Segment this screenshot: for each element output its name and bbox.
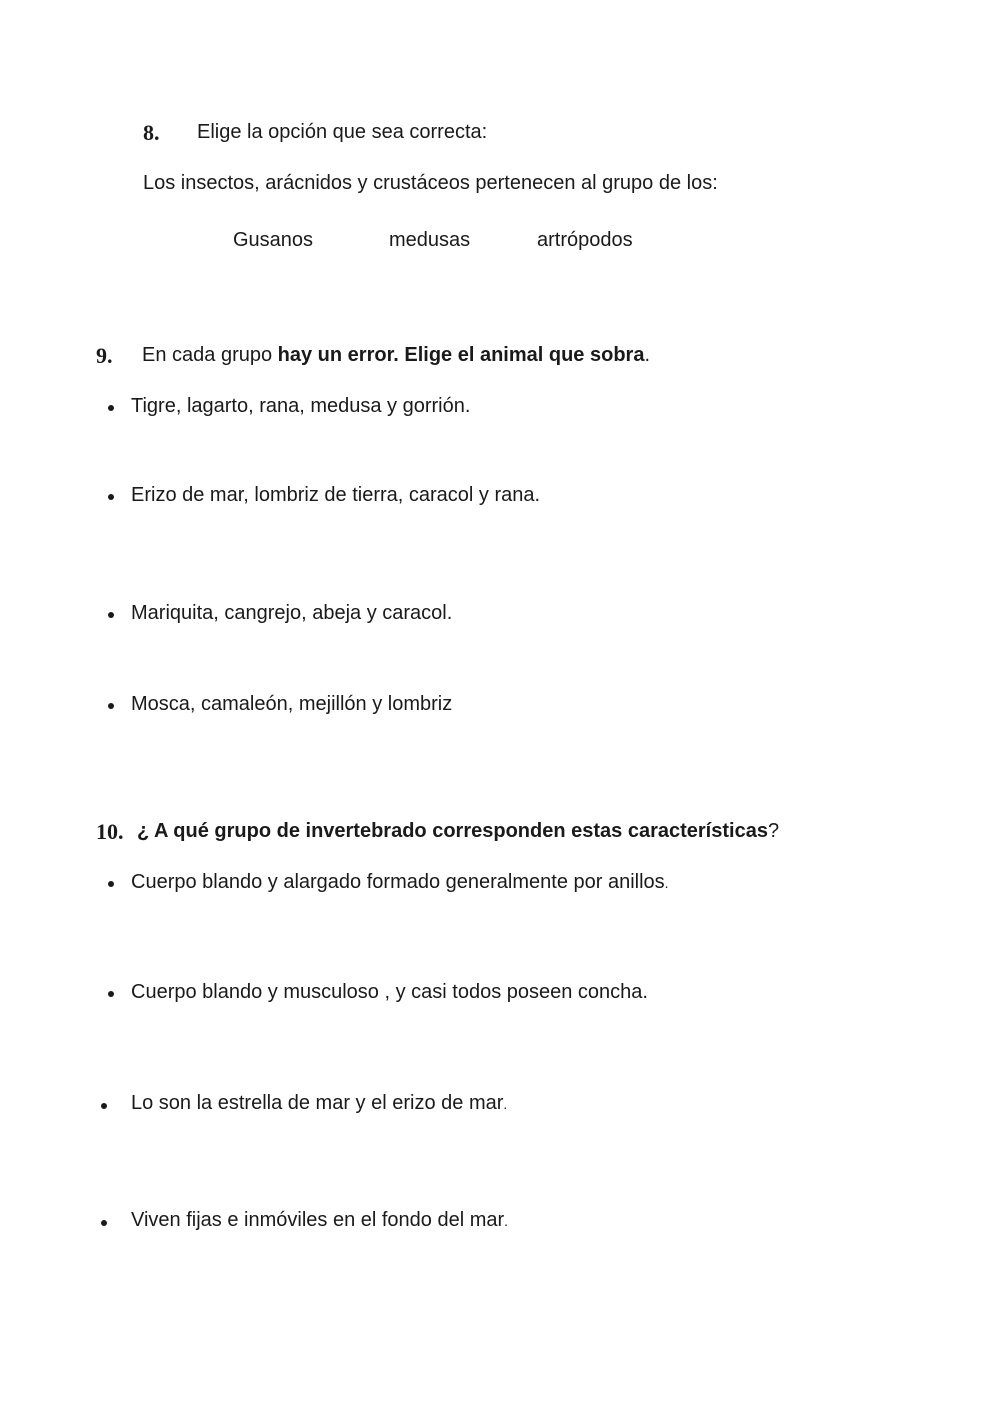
question-10-item-1[interactable] xyxy=(131,871,669,894)
question-10-prompt-bold: ¿ A qué grupo de invertebrado corresponden estas características xyxy=(137,820,768,842)
question-10-item-1-text: Cuerpo blando y alargado formado generalmente por anillos xyxy=(131,871,665,893)
question-10-item-4-end: . xyxy=(504,1213,509,1229)
question-10-item-4-text: Viven fijas e inmóviles en el fondo del mar xyxy=(131,1209,505,1231)
question-8-statement: Los insectos, arácnidos y crustáceos pertenecen al grupo de los: xyxy=(143,172,718,194)
question-10-number: 10. xyxy=(96,819,124,844)
bullet-icon xyxy=(101,1220,107,1226)
question-10-prompt xyxy=(137,820,779,843)
question-10-prompt-end: ? xyxy=(767,820,780,842)
bullet-icon xyxy=(108,612,114,618)
question-8-number: 8. xyxy=(143,120,160,145)
question-9-number: 9. xyxy=(96,343,113,368)
question-10-item-2-text: Cuerpo blando y musculoso , y casi todos poseen concha. xyxy=(131,981,648,1003)
question-8-option-artropodos[interactable]: artrópodos xyxy=(537,229,633,251)
question-8-option-medusas[interactable]: medusas xyxy=(389,229,471,251)
question-8-option-gusanos[interactable]: Gusanos xyxy=(233,229,314,251)
bullet-icon xyxy=(108,881,114,887)
bullet-icon xyxy=(108,991,114,997)
question-9-prompt-end: . xyxy=(644,344,651,366)
question-10-item-3[interactable] xyxy=(131,1092,507,1115)
question-9-item-4[interactable]: Mosca, camaleón, mejillón y lombriz xyxy=(131,693,453,715)
question-9-item-2[interactable]: Erizo de mar, lombriz de tierra, caracol y rana. xyxy=(131,484,541,506)
question-10-item-2[interactable] xyxy=(131,981,648,1004)
question-9-item-1[interactable]: Tigre, lagarto, rana, medusa y gorrión. xyxy=(131,395,471,417)
question-8-prompt: Elige la opción que sea correcta: xyxy=(197,121,488,143)
bullet-icon xyxy=(108,494,114,500)
bullet-icon xyxy=(101,1103,107,1109)
question-9-prompt-bold: hay un error. Elige el animal que sobra xyxy=(277,344,645,366)
question-9-prompt xyxy=(142,344,650,367)
bullet-icon xyxy=(108,405,114,411)
question-10-item-3-text: Lo son la estrella de mar y el erizo de mar xyxy=(131,1092,504,1114)
question-10-item-3-end: . xyxy=(503,1096,508,1112)
question-9-prompt-plain: En cada grupo xyxy=(142,344,278,366)
question-10-item-4[interactable] xyxy=(131,1209,508,1232)
bullet-icon xyxy=(108,703,114,709)
question-10-item-1-end: . xyxy=(664,875,669,891)
question-9-item-3[interactable]: Mariquita, cangrejo, abeja y caracol. xyxy=(131,602,453,624)
